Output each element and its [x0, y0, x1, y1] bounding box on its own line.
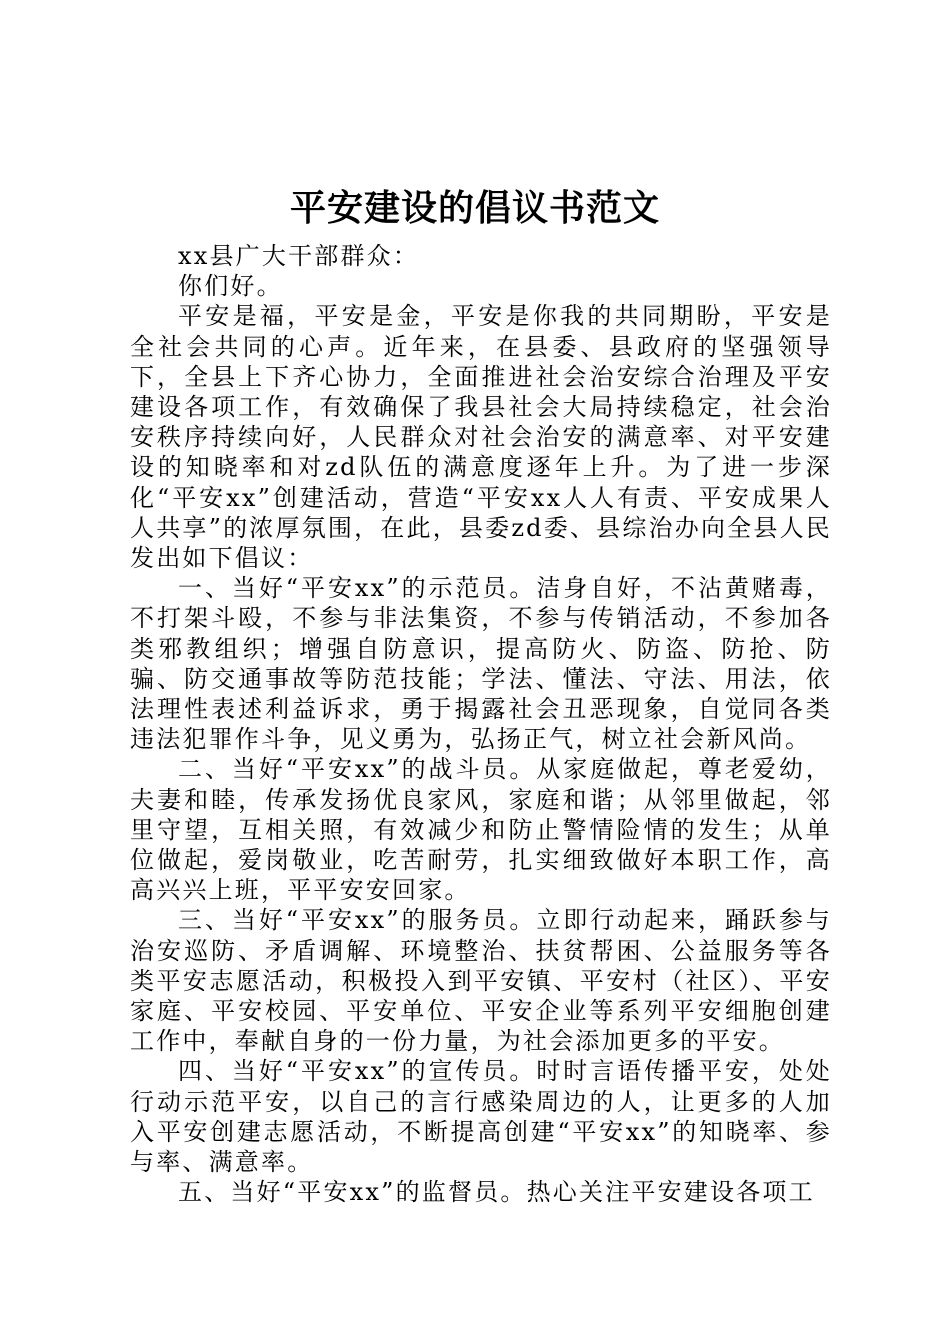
document-title: 平安建设的倡议书范文 [289, 187, 660, 229]
salutation: xx县广大干部群众： [178, 242, 420, 270]
paragraph-item-3: 三、当好“平安xx”的服务员。立即行动起来，踊跃参与治安巡防、矛盾调解、环境整治、扶贫帮困、公益服务等各类平安志愿活动，积极投入到平安镇、平安村（社区）、平安家庭、平安校园、平安单位、平安企业等系列平安细胞创建工作中，奉献自身的一份力量，为社会添加更多的平安。 [130, 906, 832, 1056]
document-body [130, 241, 832, 1208]
paragraph-item-5: 五、当好“平安xx”的监督员。热心关注平安建设各项工 [178, 1178, 815, 1207]
paragraph-item-4: 四、当好“平安xx”的宣传员。时时言语传播平安，处处行动示范平安，以自己的言行感染周边的人，让更多的人加入平安创建志愿活动，不断提高创建“平安xx”的知晓率、参与率、满意率。 [130, 1057, 832, 1177]
paragraph-item-1: 一、当好“平安xx”的示范员。洁身自好，不沾黄赌毒，不打架斗殴，不参与非法集资，不参与传销活动，不参加各类邪教组织；增强自防意识，提高防火、防盗、防抢、防骗、防交通事故等防范技能；学法、懂法、守法、用法，依法理性表述利益诉求，勇于揭露社会丑恶现象，自觉同各类违法犯罪作斗争，见义勇为，弘扬正气，树立社会新风尚。 [130, 574, 832, 754]
greeting: 你们好。 [178, 272, 283, 301]
paragraph-intro: 平安是福，平安是金，平安是你我的共同期盼，平安是全社会共同的心声。近年来，在县委、县政府的坚强领导下，全县上下齐心协力，全面推进社会治安综合治理及平安建设各项工作，有效确保了我县社会大局持续稳定，社会治安秩序持续向好，人民群众对社会治安的满意率、对平安建设的知晓率和对zd队伍的满意度逐年上升。为了进一步深化“平安xx”创建活动，营造“平安xx人人有责、平安成果人人共享”的浓厚氛围，在此，县委zd委、县综治办向全县人民发出如下倡议： [130, 302, 832, 573]
paragraph-item-2: 二、当好“平安xx”的战斗员。从家庭做起，尊老爱幼，夫妻和睦，传承发扬优良家风，家庭和谐；从邻里做起，邻里守望，互相关照，有效减少和防止警情险情的发生；从单位做起，爱岗敬业，吃苦耐劳，扎实细致做好本职工作，高高兴兴上班，平平安安回家。 [130, 755, 832, 905]
